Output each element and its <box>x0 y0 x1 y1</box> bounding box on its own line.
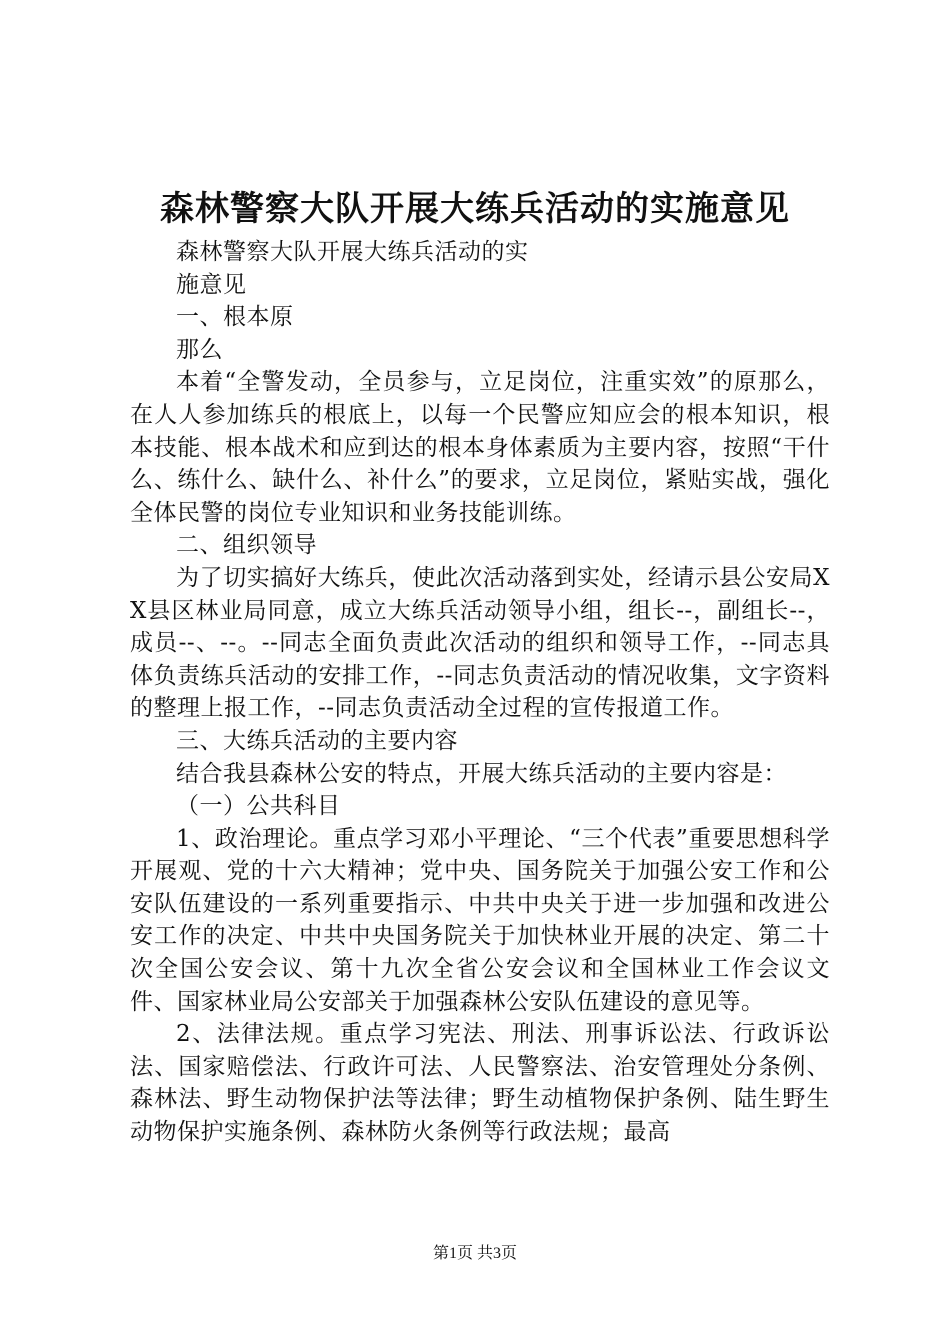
paragraph: 结合我县森林公安的特点，开展大练兵活动的主要内容是： <box>176 760 787 787</box>
page-number: 第1页 共3页 <box>432 1245 517 1262</box>
section-heading: 三、大练兵活动的主要内容 <box>176 727 458 754</box>
document-title: 森林警察大队开展大练兵活动的实施意见 <box>160 189 790 229</box>
subsection-heading: （一）公共科目 <box>176 793 341 820</box>
section-heading: 二、组织领导 <box>176 532 317 559</box>
document-body <box>130 236 830 1149</box>
paragraph: 为了切实搞好大练兵，使此次活动落到实处，经请示县公安局XX县区林业局同意，成立大练兵活动领导小组，组长--，副组长--，成员--、--。--同志全面负责此次活动的组织和领导工作，--同志具体负责练兵活动的安排工作，--同志负责活动的情况收集，文字资料的整理上报工作，--同志负责活动全过程的宣传报道工作。 <box>130 564 830 722</box>
paragraph: 本着“全警发动，全员参与，立足岗位，注重实效”的原那么，在人人参加练兵的根底上，以每一个民警应知应会的根本知识，根本技能、根本战术和应到达的根本身体素质为主要内容，按照“干什么、练什么、缺什么、补什么”的要求，立足岗位，紧贴实战，强化全体民警的岗位专业知识和业务技能训练。 <box>130 369 830 526</box>
paragraph: 那么 <box>176 336 223 363</box>
paragraph: 2、法律法规。重点学习宪法、刑法、刑事诉讼法、行政诉讼法、国家赔偿法、行政许可法、人民警察法、治安管理处分条例、森林法、野生动物保护法等法律；野生动植物保护条例、陆生野生动物保护实施条例、森林防火条例等行政法规；最高 <box>130 1021 830 1146</box>
paragraph: 森林警察大队开展大练兵活动的实 <box>176 239 529 265</box>
paragraph: 1、政治理论。重点学习邓小平理论、“三个代表”重要思想科学开展观、党的十六大精神；党中央、国务院关于加强公安工作和公安队伍建设的一系列重要指示、中共中央关于进一步加强和改进公安工作的决定、中共中央国务院关于加快林业开展的决定、第二十次全国公安会议、第十九次全省公安会议和全国林业工作会议文件、国家林业局公安部关于加强森林公安队伍建设的意见等。 <box>130 825 830 1015</box>
paragraph: 施意见 <box>176 271 247 298</box>
section-heading: 一、根本原 <box>176 304 294 331</box>
